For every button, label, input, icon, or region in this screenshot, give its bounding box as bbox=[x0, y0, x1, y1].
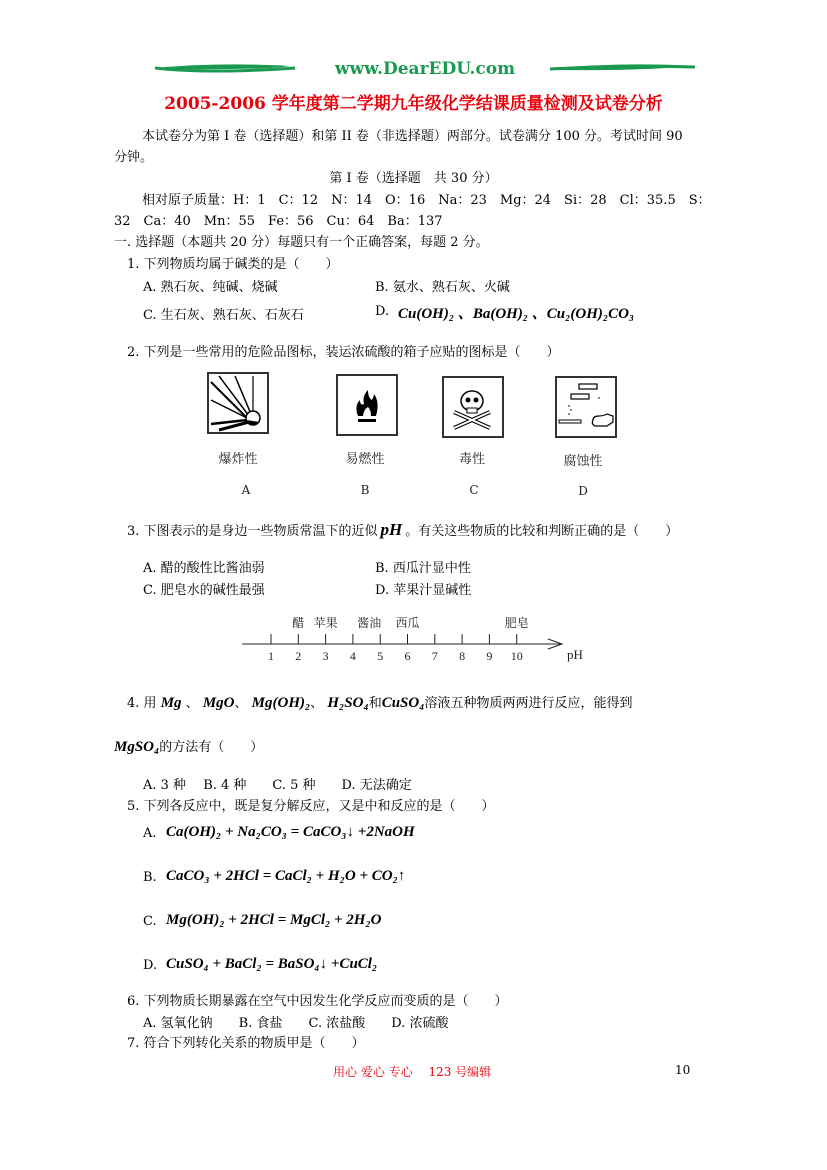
q4-sep: 、 bbox=[310, 696, 324, 711]
toxic-icon bbox=[442, 376, 504, 438]
q1-option-d-label: D. bbox=[375, 304, 390, 319]
q1-stem: 1. 下列物质均属于碱类的是（ ） bbox=[127, 257, 339, 272]
q1-option-b: B. 氨水、熟石灰、火碱 bbox=[375, 280, 510, 295]
ph-substance-label: 肥皂 bbox=[504, 616, 529, 630]
q5-option-b-label: B. bbox=[143, 870, 157, 885]
explosive-label: 爆炸性 bbox=[218, 452, 258, 467]
q3-option-c: C. 肥皂水的碱性最强 bbox=[143, 583, 265, 598]
q4-rest: 溶液五种物质两两进行反应，能得到 bbox=[424, 696, 633, 711]
q5-option-d-equation: CuSO₄ + BaCl₂ = BaSO₄↓ +CuCl₂ bbox=[166, 956, 378, 972]
intro-line-2: 分钟。 bbox=[114, 150, 154, 165]
ph-scale-diagram bbox=[230, 605, 590, 670]
ph-substance-label: 醋 bbox=[292, 616, 305, 630]
ph-tick-label: 6 bbox=[404, 649, 411, 663]
flammable-label: 易燃性 bbox=[345, 452, 385, 467]
toxic-letter: C bbox=[469, 483, 479, 497]
ph-tick-label: 3 bbox=[322, 649, 329, 663]
ph-tick-label: 10 bbox=[510, 649, 523, 663]
footer-slogan: 用心 爱心 专心 123 号编辑 bbox=[333, 1065, 492, 1079]
q3-option-a: A. 醋的酸性比酱油弱 bbox=[143, 561, 265, 576]
corrosive-icon bbox=[555, 376, 617, 438]
ph-tick-label: 7 bbox=[431, 649, 438, 663]
page-number: 10 bbox=[675, 1063, 691, 1077]
q5-option-d-label: D. bbox=[143, 958, 158, 973]
q4-formula-mgo: MgO bbox=[202, 695, 235, 711]
q4-stem-line-1 bbox=[127, 692, 632, 712]
q7-stem: 7. 符合下列转化关系的物质甲是（ ） bbox=[127, 1036, 365, 1051]
ph-tick-label: 9 bbox=[486, 649, 493, 663]
atomic-mass-line-1: 相对原子质量：H：1 C：12 N：14 O：16 Na：23 Mg：24 Si：28 Cl：35.5 S： bbox=[142, 193, 711, 208]
q1-option-c: C. 生石灰、熟石灰、石灰石 bbox=[143, 308, 304, 323]
q5-option-b-equation: CaCO₃ + 2HCl = CaCl₂ + H₂O + CO₂↑ bbox=[166, 868, 406, 884]
flammable-letter: B bbox=[360, 483, 370, 497]
ph-substance-label: 西瓜 bbox=[395, 616, 420, 630]
q3-option-b: B. 西瓜汁显中性 bbox=[375, 561, 471, 576]
section-title: 第 I 卷（选择题 共 30 分） bbox=[329, 171, 498, 186]
q3-ph-symbol: pH bbox=[380, 520, 403, 539]
ph-tick-label: 1 bbox=[268, 649, 274, 663]
q5-option-a-equation: Ca(OH)₂ + Na₂CO₃ = CaCO₃↓ +2NaOH bbox=[166, 824, 415, 840]
ph-tick-label: 4 bbox=[349, 649, 356, 663]
q4-formula-cuso4: CuSO₄ bbox=[381, 695, 425, 711]
q4-sep: 和 bbox=[368, 696, 382, 711]
corrosive-letter: D bbox=[578, 484, 588, 498]
q5-option-c-label: C. bbox=[143, 914, 157, 929]
q3-option-d: D. 苹果汁显碱性 bbox=[375, 583, 472, 598]
q3-stem-pre: 3. 下图表示的是身边一些物质常温下的近似 bbox=[127, 524, 378, 539]
ph-tick-label: 8 bbox=[459, 649, 466, 663]
q4-formula-mgso4: MgSO₄ bbox=[114, 739, 160, 755]
q4-line2-rest: 的方法有（ ） bbox=[159, 740, 264, 755]
corrosive-label: 腐蚀性 bbox=[563, 454, 603, 469]
q3-stem-post: 。有关这些物质的比较和判断正确的是（ ） bbox=[405, 524, 679, 539]
q4-num: 4. 用 bbox=[127, 696, 157, 711]
q4-stem-line-2 bbox=[114, 736, 263, 756]
q2-stem: 2. 下列是一些常用的危险品图标，装运浓硫酸的箱子应贴的图标是（ ） bbox=[127, 345, 560, 360]
q5-option-c-equation: Mg(OH)₂ + 2HCl = MgCl₂ + 2H₂O bbox=[166, 912, 382, 928]
q6-stem: 6. 下列物质长期暴露在空气中因发生化学反应而变质的是（ ） bbox=[127, 994, 508, 1009]
q3-stem bbox=[127, 520, 678, 540]
ph-substance-label: 苹果 bbox=[313, 616, 338, 630]
q4-formula-mgoh2: Mg(OH)₂ bbox=[251, 695, 311, 711]
q4-formula-h2so4: H₂SO₄ bbox=[327, 695, 369, 711]
ph-axis-label: pH bbox=[567, 647, 583, 662]
q4-options: A. 3 种 B. 4 种 C. 5 种 D. 无法确定 bbox=[143, 778, 412, 793]
q6-options: A. 氢氧化钠 B. 食盐 C. 浓盐酸 D. 浓硫酸 bbox=[143, 1016, 449, 1031]
ph-tick-label: 2 bbox=[295, 649, 302, 663]
site-banner bbox=[150, 58, 700, 84]
q4-sep: 、 bbox=[185, 696, 199, 711]
explosive-letter: A bbox=[241, 483, 251, 497]
page-title: 2005-2006 学年度第二学期九年级化学结课质量检测及试卷分析 bbox=[164, 94, 663, 114]
toxic-label: 毒性 bbox=[458, 452, 485, 467]
q1-option-a: A. 熟石灰、纯碱、烧碱 bbox=[143, 280, 278, 295]
explosive-icon bbox=[207, 372, 269, 434]
ph-tick-label: 5 bbox=[377, 649, 384, 663]
q4-sep: 、 bbox=[234, 696, 248, 711]
q4-formula-mg: Mg bbox=[160, 695, 182, 711]
ph-substance-label: 酱油 bbox=[357, 616, 382, 630]
part-heading: 一. 选择题（本题共 20 分）每题只有一个正确答案，每题 2 分。 bbox=[114, 235, 489, 250]
intro-line-1: 本试卷分为第 I 卷（选择题）和第 II 卷（非选择题）两部分。试卷满分 100 分。考试时间 90 bbox=[142, 129, 683, 144]
flammable-icon bbox=[336, 374, 398, 436]
q5-option-a-label: A. bbox=[143, 826, 157, 841]
site-name: www.DearEDU.com bbox=[334, 59, 516, 79]
q1-option-d-formula: Cu(OH)₂ 、Ba(OH)₂ 、Cu₂(OH)₂CO₃ bbox=[398, 306, 635, 322]
atomic-mass-line-2: 32 Ca：40 Mn：55 Fe：56 Cu：64 Ba：137 bbox=[114, 214, 443, 229]
q5-stem: 5. 下列各反应中，既是复分解反应，又是中和反应的是（ ） bbox=[127, 799, 495, 814]
